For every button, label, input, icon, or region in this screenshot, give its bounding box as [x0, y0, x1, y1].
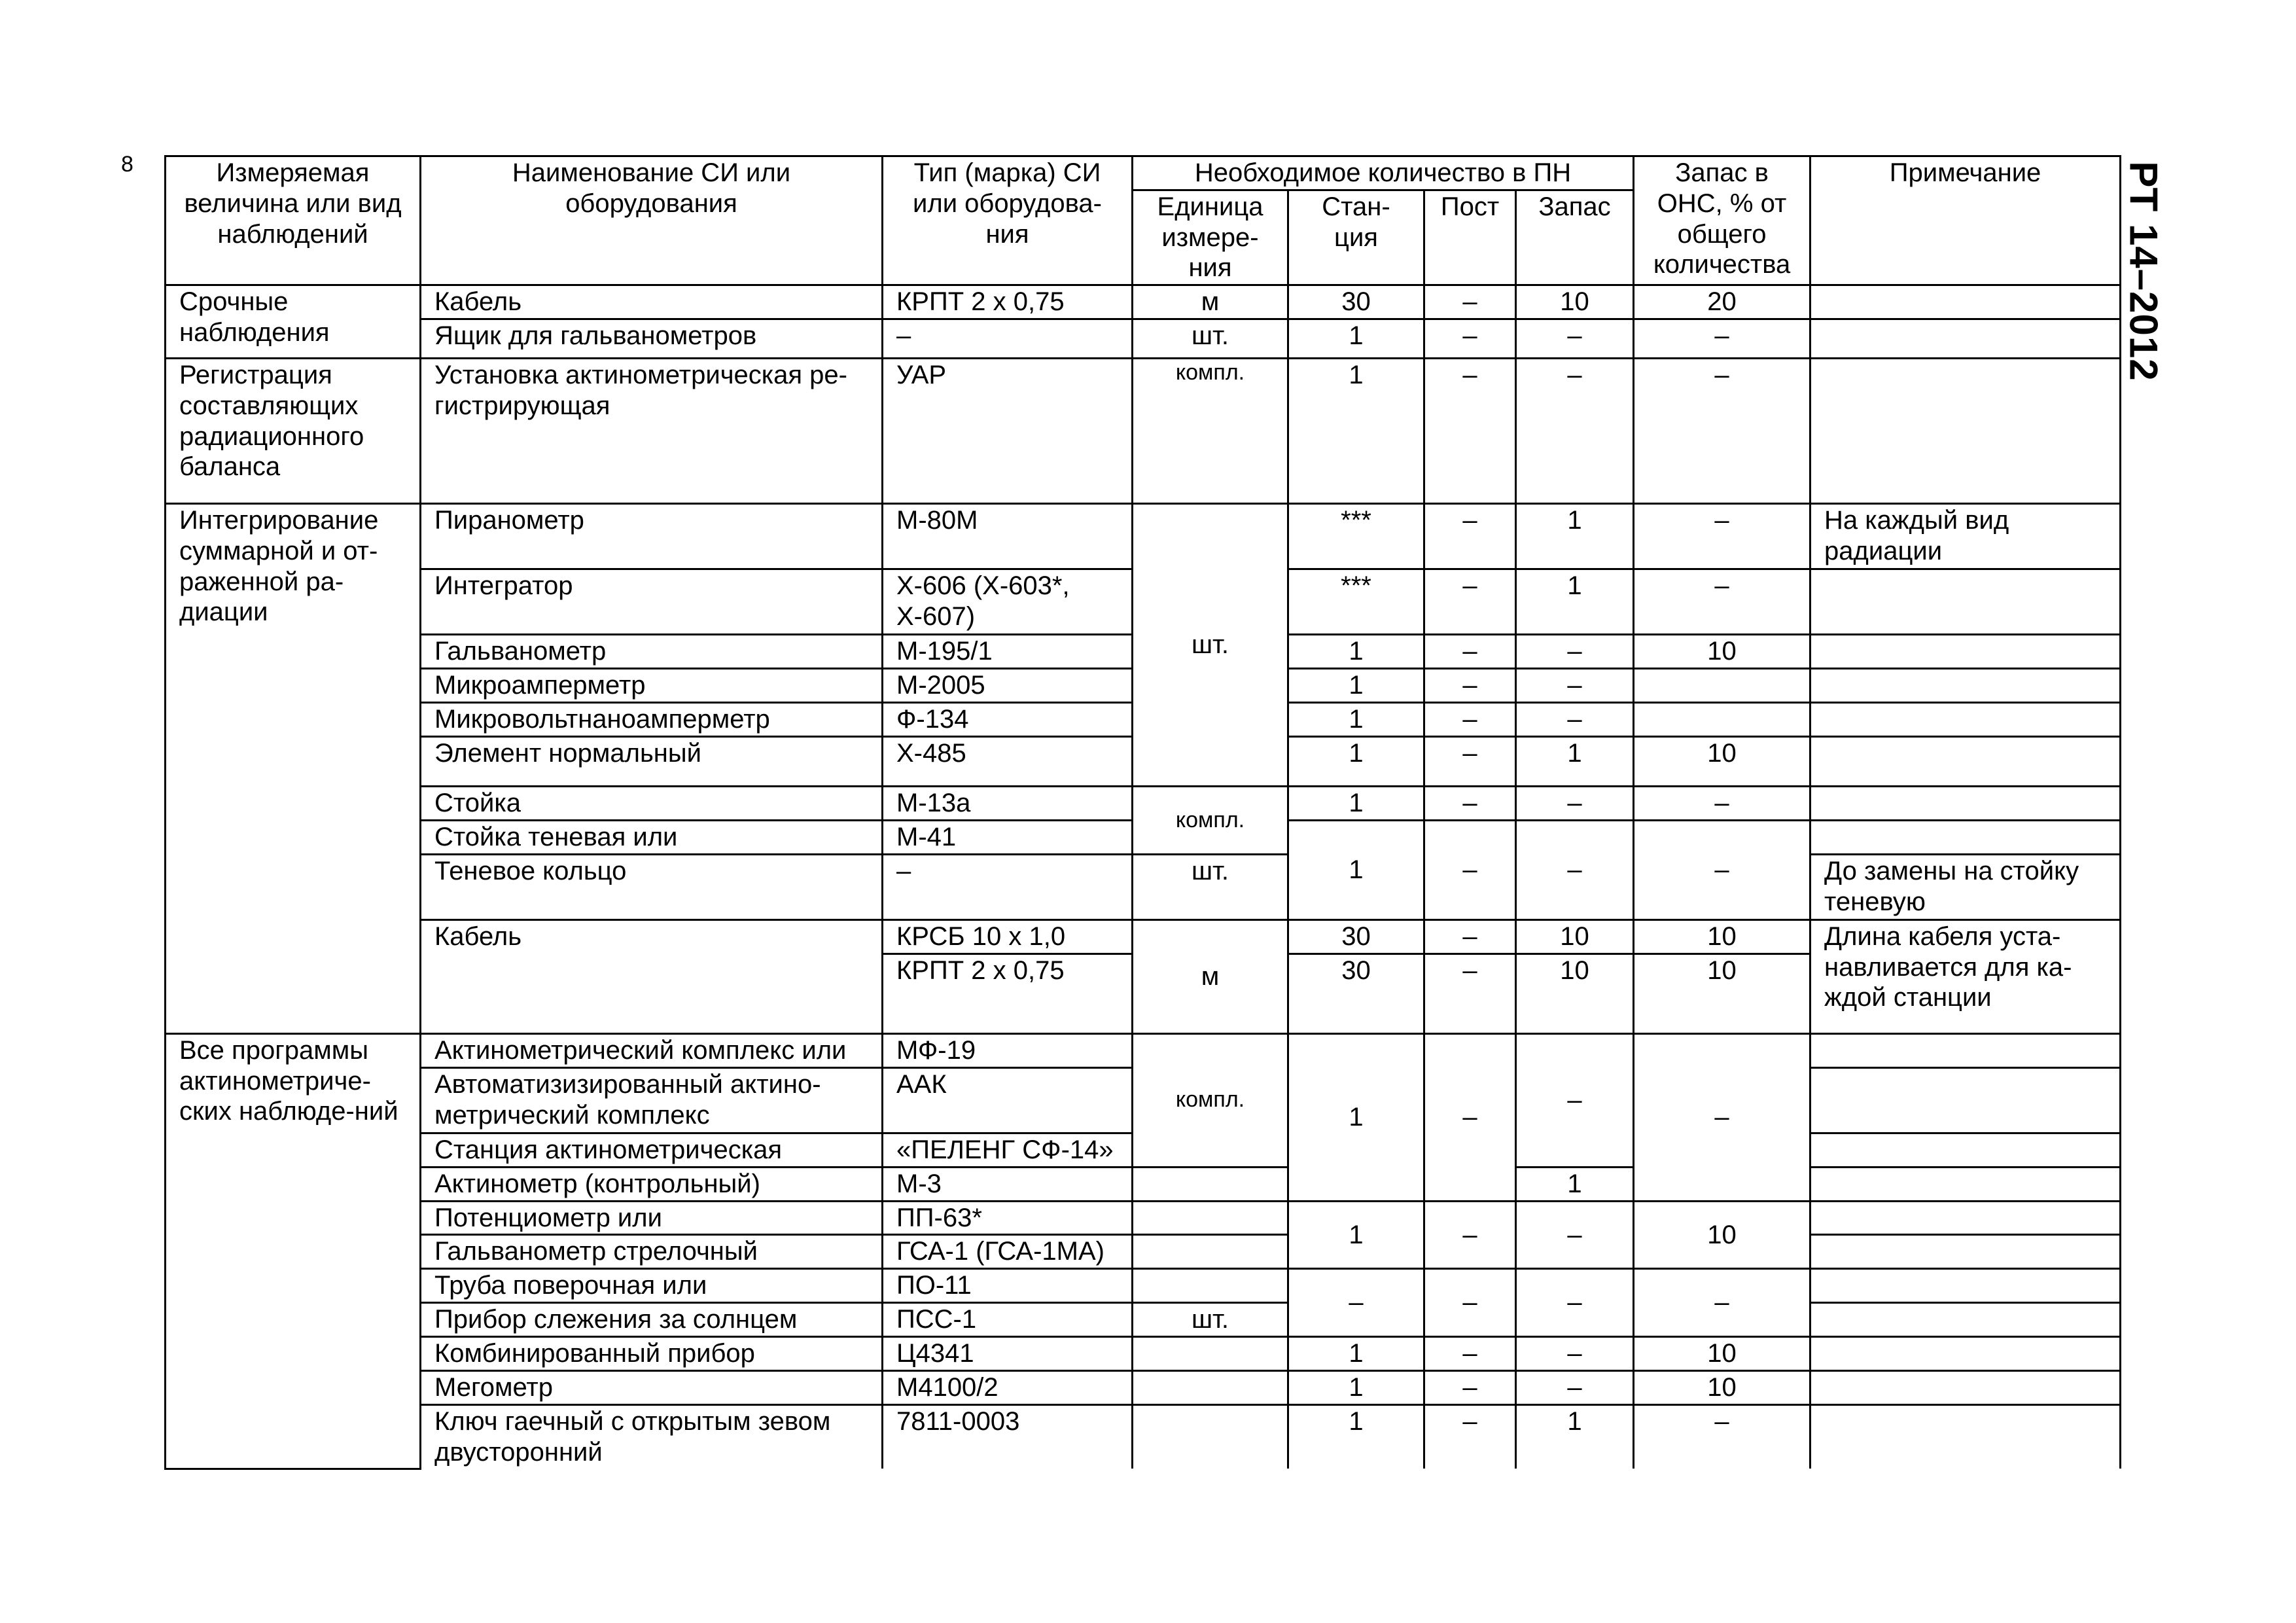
station-cell: 1 [1288, 319, 1424, 358]
header-type: Тип (марка) СИ или оборудова-ния [883, 156, 1133, 285]
table-row [166, 1201, 2121, 1235]
ons-cell: 10 [1634, 919, 1810, 954]
note-cell [1810, 1201, 2121, 1235]
post-cell: – [1424, 634, 1516, 668]
item-name: Стойка [421, 786, 883, 820]
reserve-cell: – [1516, 668, 1634, 702]
item-name: Кабель [421, 285, 883, 319]
table-row [166, 919, 2121, 954]
unit-cell: компл. [1133, 786, 1288, 854]
station-cell: 1 [1288, 1370, 1424, 1404]
post-cell: – [1424, 1201, 1516, 1269]
ons-cell: – [1634, 358, 1810, 503]
item-name: Микровольтнаноамперметр [421, 702, 883, 736]
section-label: Срочные наблюдения [166, 285, 421, 359]
item-name: Станция актинометрическая [421, 1133, 883, 1167]
item-name: Теневое кольцо [421, 854, 883, 919]
item-type: ПО-11 [883, 1269, 1133, 1303]
header-unit: Единица измере-ния [1133, 190, 1288, 285]
note-cell [1810, 1067, 2121, 1133]
ons-cell: 10 [1634, 634, 1810, 668]
post-cell: – [1424, 919, 1516, 954]
station-cell: 1 [1288, 634, 1424, 668]
unit-cell [1133, 1167, 1288, 1201]
ons-cell [1634, 702, 1810, 736]
ons-cell: – [1634, 786, 1810, 820]
ons-cell: 20 [1634, 285, 1810, 319]
item-type: Х-485 [883, 736, 1133, 786]
post-cell: – [1424, 702, 1516, 736]
header-measured: Измеряемая величина или вид наблюдений [166, 156, 421, 285]
section-label: Интегрирование суммарной и от-раженной ра-диации [166, 503, 421, 1033]
item-name: Потенциометр или [421, 1201, 883, 1235]
item-name: Микроамперметр [421, 668, 883, 702]
item-type: М-2005 [883, 668, 1133, 702]
item-type: УАР [883, 358, 1133, 503]
reserve-cell: – [1516, 1269, 1634, 1337]
item-name: Труба поверочная или [421, 1269, 883, 1303]
post-cell: – [1424, 954, 1516, 1033]
note-cell [1810, 319, 2121, 358]
item-type: КРПТ 2 х 0,75 [883, 285, 1133, 319]
unit-cell: компл. [1133, 358, 1288, 503]
reserve-cell: – [1516, 702, 1634, 736]
reserve-cell: 1 [1516, 1404, 1634, 1469]
ons-cell: – [1634, 1033, 1810, 1201]
note-cell [1810, 1337, 2121, 1371]
post-cell: – [1424, 1269, 1516, 1337]
item-name: Ящик для гальванометров [421, 319, 883, 358]
item-name: Автоматизизированный актино-метрический комплекс [421, 1067, 883, 1133]
ons-cell: 10 [1634, 1201, 1810, 1269]
table-row [166, 319, 2121, 358]
ons-cell: – [1634, 1269, 1810, 1337]
table-row [166, 854, 2121, 919]
item-type: М-80М [883, 503, 1133, 569]
unit-cell: компл. [1133, 1033, 1288, 1167]
station-cell: 1 [1288, 1201, 1424, 1269]
reserve-cell: 1 [1516, 736, 1634, 786]
note-cell [1810, 702, 2121, 736]
item-type: ААК [883, 1067, 1133, 1133]
note-cell [1810, 358, 2121, 503]
table-row [166, 1303, 2121, 1337]
note-cell: Длина кабеля уста-навливается для ка-ждой станции [1810, 919, 2121, 1033]
table-row [166, 1235, 2121, 1269]
unit-cell: шт. [1133, 854, 1288, 919]
section-label: Все программы актинометриче-ских наблюде-ний [166, 1033, 421, 1469]
station-cell: 1 [1288, 1337, 1424, 1371]
unit-cell [1133, 1235, 1288, 1269]
unit-cell: шт. [1133, 319, 1288, 358]
station-cell: 1 [1288, 358, 1424, 503]
station-cell: 1 [1288, 820, 1424, 919]
item-type: М-195/1 [883, 634, 1133, 668]
reserve-cell: – [1516, 358, 1634, 503]
table-row [166, 358, 2121, 503]
ons-cell: – [1634, 1404, 1810, 1469]
item-type: 7811-0003 [883, 1404, 1133, 1469]
table-row [166, 1033, 2121, 1067]
item-type: М-3 [883, 1167, 1133, 1201]
reserve-cell: – [1516, 319, 1634, 358]
item-name: Интегратор [421, 569, 883, 634]
station-cell: – [1288, 1269, 1424, 1337]
header-required-group: Необходимое количество в ПН [1133, 156, 1634, 190]
note-cell [1810, 736, 2121, 786]
note-cell [1810, 1167, 2121, 1201]
reserve-cell: 1 [1516, 503, 1634, 569]
item-type: ПП-63* [883, 1201, 1133, 1235]
table-row [166, 1370, 2121, 1404]
ons-cell: 10 [1634, 1370, 1810, 1404]
note-cell [1810, 634, 2121, 668]
item-name: Мегометр [421, 1370, 883, 1404]
reserve-cell: 10 [1516, 954, 1634, 1033]
item-name: Кабель [421, 919, 883, 1033]
item-type: М-41 [883, 820, 1133, 854]
note-cell [1810, 1303, 2121, 1337]
note-cell [1810, 1269, 2121, 1303]
unit-cell [1133, 1269, 1288, 1303]
item-type: МФ-19 [883, 1033, 1133, 1067]
unit-cell: шт. [1133, 503, 1288, 786]
item-name: Гальванометр [421, 634, 883, 668]
ons-cell: – [1634, 820, 1810, 919]
station-cell: 30 [1288, 285, 1424, 319]
unit-cell [1133, 1370, 1288, 1404]
unit-cell [1133, 1404, 1288, 1469]
item-type: ПСС-1 [883, 1303, 1133, 1337]
item-type: – [883, 319, 1133, 358]
item-name: Актинометрический комплекс или [421, 1033, 883, 1067]
reserve-cell: – [1516, 820, 1634, 919]
post-cell: – [1424, 358, 1516, 503]
section-label: Регистрация составляющих радиационного баланса [166, 358, 421, 503]
item-name: Прибор слежения за солнцем [421, 1303, 883, 1337]
post-cell: – [1424, 319, 1516, 358]
item-type: Х-606 (Х-603*, Х-607) [883, 569, 1133, 634]
item-type: КРСБ 10 х 1,0 [883, 919, 1133, 954]
item-type: Ц4341 [883, 1337, 1133, 1371]
post-cell: – [1424, 736, 1516, 786]
item-name: Элемент нормальный [421, 736, 883, 786]
unit-cell: м [1133, 919, 1288, 1033]
reserve-cell: 1 [1516, 569, 1634, 634]
note-cell [1810, 820, 2121, 854]
header-note: Примечание [1810, 156, 2121, 285]
post-cell: – [1424, 820, 1516, 919]
ons-cell: – [1634, 569, 1810, 634]
table-row [166, 1167, 2121, 1201]
table-row [166, 1337, 2121, 1371]
station-cell: 1 [1288, 702, 1424, 736]
note-cell [1810, 786, 2121, 820]
table-row [166, 285, 2121, 319]
item-type: ГСА-1 (ГСА-1МА) [883, 1235, 1133, 1269]
note-cell [1810, 285, 2121, 319]
post-cell: – [1424, 1370, 1516, 1404]
ons-cell [1634, 668, 1810, 702]
note-cell: До замены на стойку теневую [1810, 854, 2121, 919]
note-cell [1810, 1370, 2121, 1404]
item-name: Ключ гаечный с открытым зевом двусторонний [421, 1404, 883, 1469]
post-cell: – [1424, 503, 1516, 569]
item-type: М4100/2 [883, 1370, 1133, 1404]
reserve-cell: – [1516, 1337, 1634, 1371]
note-cell [1810, 569, 2121, 634]
note-cell [1810, 1033, 2121, 1067]
reserve-cell: – [1516, 1370, 1634, 1404]
station-cell: 1 [1288, 1033, 1424, 1201]
reserve-cell: – [1516, 634, 1634, 668]
reserve-cell: 10 [1516, 285, 1634, 319]
post-cell: – [1424, 1404, 1516, 1469]
station-cell: *** [1288, 569, 1424, 634]
note-cell [1810, 668, 2121, 702]
table-row [166, 1269, 2121, 1303]
item-name: Пиранометр [421, 503, 883, 569]
ons-cell: – [1634, 319, 1810, 358]
ons-cell: – [1634, 503, 1810, 569]
reserve-cell: 10 [1516, 919, 1634, 954]
post-cell: – [1424, 1033, 1516, 1201]
station-cell: 1 [1288, 736, 1424, 786]
post-cell: – [1424, 569, 1516, 634]
post-cell: – [1424, 786, 1516, 820]
item-name: Стойка теневая или [421, 820, 883, 854]
note-cell: На каждый вид радиации [1810, 503, 2121, 569]
unit-cell [1133, 1201, 1288, 1235]
item-name: Комбинированный прибор [421, 1337, 883, 1371]
unit-cell: шт. [1133, 1303, 1288, 1337]
header-ons-reserve: Запас в ОНС, % от общего количества [1634, 156, 1810, 285]
reserve-cell: – [1516, 1033, 1634, 1167]
unit-cell [1133, 1337, 1288, 1371]
item-name: Актинометр (контрольный) [421, 1167, 883, 1201]
item-name: Установка актинометрическая ре-гистрирующая [421, 358, 883, 503]
item-name: Гальванометр стрелочный [421, 1235, 883, 1269]
item-type: «ПЕЛЕНГ СФ-14» [883, 1133, 1133, 1167]
item-type: Ф-134 [883, 702, 1133, 736]
station-cell: 1 [1288, 1404, 1424, 1469]
reserve-cell: – [1516, 1201, 1634, 1269]
reserve-cell: 1 [1516, 1167, 1634, 1201]
table-row [166, 786, 2121, 820]
ons-cell: 10 [1634, 736, 1810, 786]
header-name: Наименование СИ или оборудования [421, 156, 883, 285]
ons-cell: 10 [1634, 954, 1810, 1033]
table-row [166, 503, 2121, 569]
page-number: 8 [121, 152, 133, 177]
reserve-cell: – [1516, 786, 1634, 820]
station-cell: 1 [1288, 786, 1424, 820]
post-cell: – [1424, 285, 1516, 319]
post-cell: – [1424, 668, 1516, 702]
station-cell: 1 [1288, 668, 1424, 702]
item-type: М-13а [883, 786, 1133, 820]
header-station: Стан-ция [1288, 190, 1424, 285]
note-cell [1810, 1133, 2121, 1167]
post-cell: – [1424, 1337, 1516, 1371]
table-row [166, 1404, 2121, 1469]
ons-cell: 10 [1634, 1337, 1810, 1371]
equipment-table [164, 155, 2121, 1470]
note-cell [1810, 1235, 2121, 1269]
station-cell: 30 [1288, 954, 1424, 1033]
item-type: КРПТ 2 х 0,75 [883, 954, 1133, 1033]
station-cell: *** [1288, 503, 1424, 569]
header-reserve: Запас [1516, 190, 1634, 285]
station-cell: 30 [1288, 919, 1424, 954]
header-post: Пост [1424, 190, 1516, 285]
unit-cell: м [1133, 285, 1288, 319]
document-code-text: РТ 14–2012 [2121, 160, 2166, 382]
note-cell [1810, 1404, 2121, 1469]
item-type: – [883, 854, 1133, 919]
